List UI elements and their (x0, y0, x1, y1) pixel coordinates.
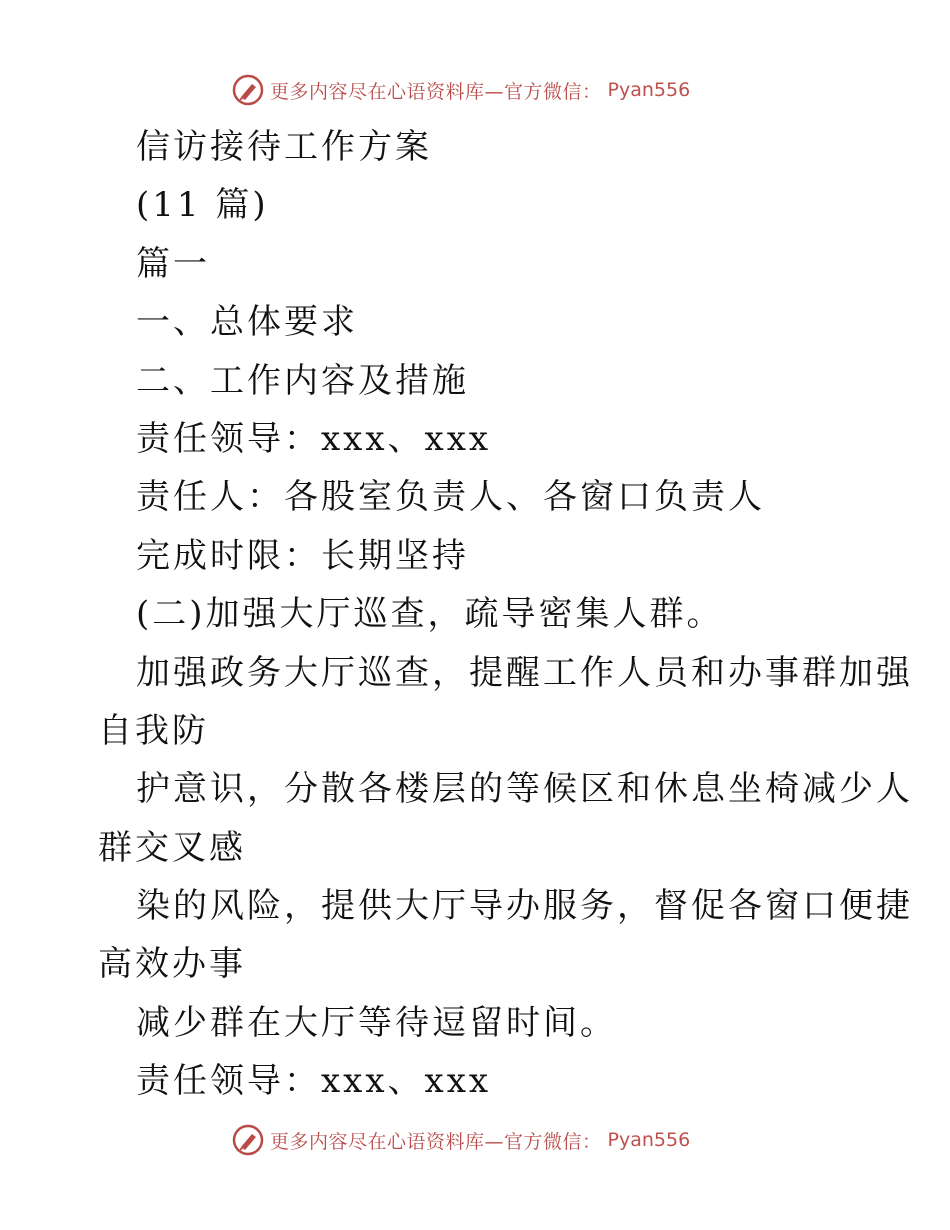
text-line: 责任领导：xxx、xxx (136, 1061, 492, 1102)
watermark-wechat-id: Pyan556 (607, 1129, 691, 1151)
text-line: 染的风险，提供大厅导办服务，督促各窗口便捷 (136, 886, 913, 927)
text-line: 加强政务大厅巡查，提醒工作人员和办事群加强 (136, 652, 913, 693)
text-line: 责任人：各股室负责人、各窗口负责人 (136, 477, 765, 518)
text-line: (11 篇) (136, 185, 269, 226)
watermark-wechat-id: Pyan556 (607, 79, 691, 101)
text-line: 护意识，分散各楼层的等候区和休息坐椅减少人 (136, 769, 913, 810)
text-line: 减少群在大厅等待逗留时间。 (136, 1002, 617, 1043)
document-body (98, 118, 913, 1111)
footer-watermark (232, 1122, 690, 1158)
text-line: 自我防 (98, 710, 209, 751)
text-line: 篇一 (136, 243, 210, 284)
text-line: 责任领导：xxx、xxx (136, 418, 492, 459)
pen-logo-icon (232, 1124, 264, 1156)
text-line: 高效办事 (98, 944, 246, 985)
header-watermark (232, 72, 690, 108)
text-line: (二)加强大厅巡查，疏导密集人群。 (136, 594, 724, 635)
text-line: 群交叉感 (98, 827, 246, 868)
text-line: 一、总体要求 (136, 302, 358, 343)
watermark-text: 更多内容尽在心语资料库—官方微信： (270, 80, 602, 103)
text-line: 信访接待工作方案 (136, 127, 432, 167)
text-line: 二、工作内容及措施 (136, 360, 469, 401)
pen-logo-icon (232, 74, 264, 106)
text-line: 完成时限：长期坚持 (136, 535, 469, 576)
watermark-text: 更多内容尽在心语资料库—官方微信： (270, 1130, 602, 1153)
